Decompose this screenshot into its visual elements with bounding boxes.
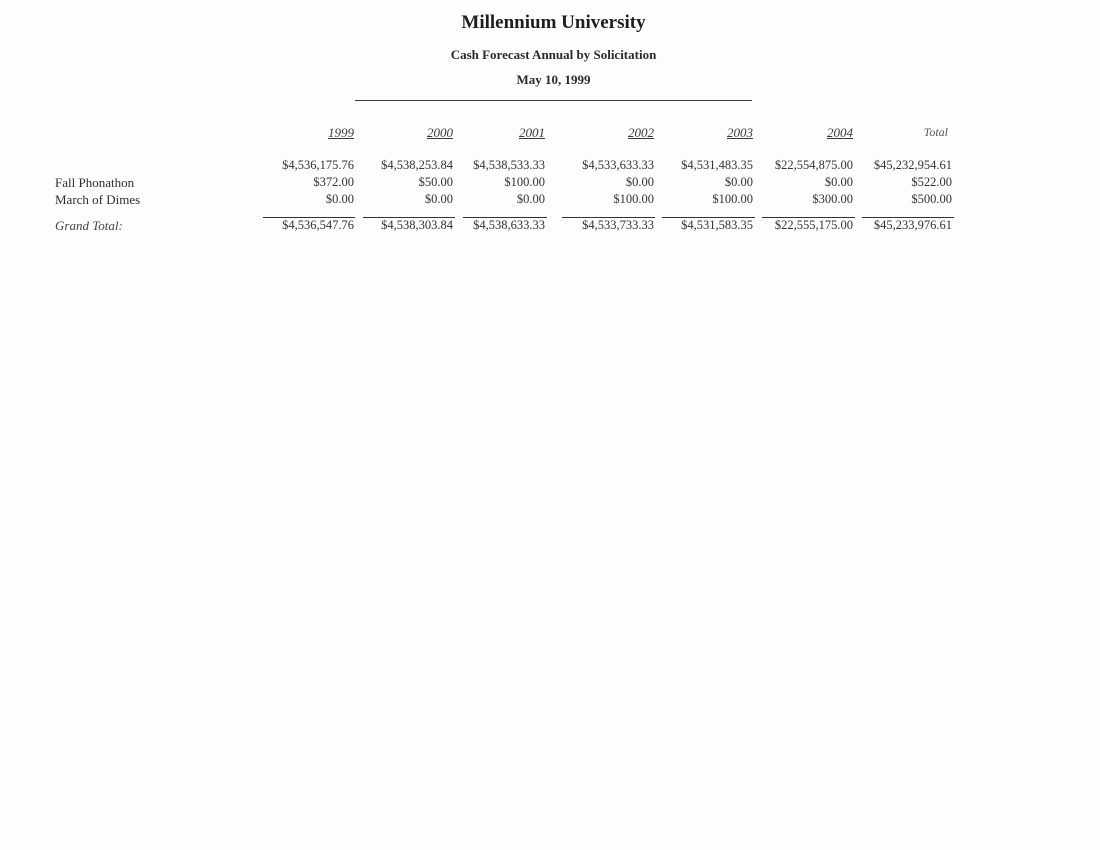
table-cell: $100.00 [613, 192, 654, 206]
table-cell: $45,232,954.61 [873, 158, 952, 172]
column-header-2004: 2004 [827, 125, 853, 140]
table-cell: $372.00 [313, 175, 354, 189]
table-cell: $4,531,483.35 [681, 158, 753, 172]
column-header-2001: 2001 [519, 125, 545, 140]
table-cell: $0.00 [724, 175, 753, 189]
grand-total-cell: $45,233,976.61 [873, 218, 952, 232]
row-label-march-of-dimes: March of Dimes [55, 192, 141, 207]
column-header-2003: 2003 [727, 125, 753, 140]
table-cell: $50.00 [418, 175, 453, 189]
table-cell: $4,538,533.33 [473, 158, 545, 172]
table-cell: $22,554,875.00 [774, 158, 853, 172]
table-cell: $100.00 [504, 175, 545, 189]
table-cell: $0.00 [824, 175, 853, 189]
table-cell: $4,533,633.33 [582, 158, 654, 172]
table-cell: $300.00 [812, 192, 853, 206]
grand-total-cell: $4,538,303.84 [381, 218, 453, 232]
table-cell: $0.00 [625, 175, 654, 189]
grand-total-label: Grand Total: [55, 218, 123, 233]
table-cell: $100.00 [712, 192, 753, 206]
report-date: May 10, 1999 [516, 72, 591, 87]
table-cell: $0.00 [424, 192, 453, 206]
table-cell: $0.00 [325, 192, 354, 206]
report-title: Millennium University [461, 12, 646, 33]
column-header-2000: 2000 [427, 125, 453, 140]
column-header-2002: 2002 [628, 125, 654, 140]
column-header-total: Total [923, 125, 948, 139]
row-label-fall-phonathon: Fall Phonathon [55, 175, 135, 190]
grand-total-cell: $22,555,175.00 [774, 218, 853, 232]
table-cell: $0.00 [516, 192, 545, 206]
table-cell: $522.00 [911, 175, 952, 189]
grand-total-cell: $4,536,547.76 [282, 218, 354, 232]
header-divider [355, 100, 752, 101]
grand-total-cell: $4,538,633.33 [473, 218, 545, 232]
grand-total-cell: $4,531,583.35 [681, 218, 753, 232]
report-subtitle: Cash Forecast Annual by Solicitation [450, 47, 657, 62]
column-header-1999: 1999 [328, 125, 354, 140]
table-cell: $500.00 [911, 192, 952, 206]
table-cell: $4,536,175.76 [282, 158, 354, 172]
grand-total-cell: $4,533,733.33 [582, 218, 654, 232]
table-cell: $4,538,253.84 [381, 158, 453, 172]
